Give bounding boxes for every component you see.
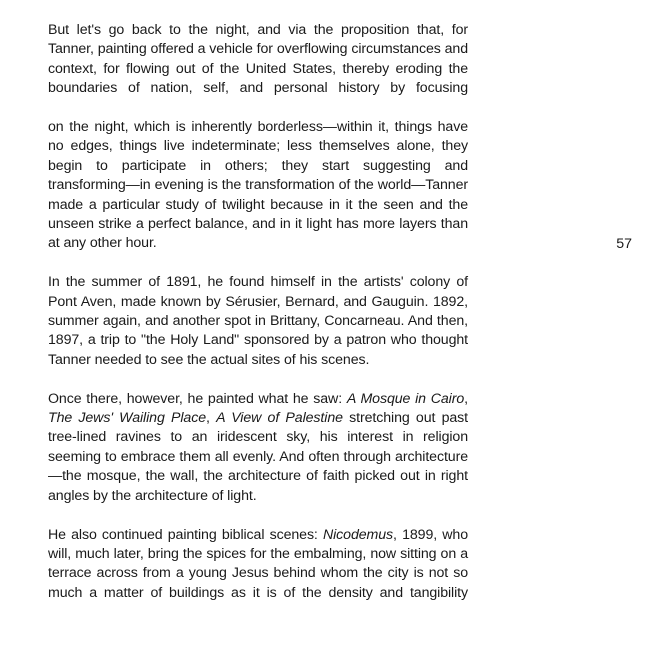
page-number: 57 (616, 236, 632, 252)
paragraph-5-rest: , 1899, who will, much later, bring the spices for the embalming, now sitting on a terrace across from a young Jesus behind whom the city is not so much a matter of buildings as it is of the density and tangibility (48, 526, 468, 601)
artwork-title-mosque-in-cairo: A Mosque in Cairo (346, 390, 465, 407)
paragraph-4 (48, 390, 468, 506)
text-column (48, 21, 468, 603)
separator: , (206, 410, 217, 427)
paragraph-5-lead: He also continued painting biblical scenes: (48, 526, 323, 543)
artwork-title-jews-wailing-place: The Jews' Wailing Place (48, 410, 206, 427)
paragraph-1: But let's go back to the night, and via the proposition that, for Tanner, painting offered a vehicle for overflowing circumstances and context, for flowing out of the United States, thereby eroding the boundaries of nation, self, and personal history by focusing (48, 22, 468, 97)
paragraph-4-rest: stretching out past tree-lined ravines to an iridescent sky, his interest in religion seeming to embrace them all evenly. And often through architecture—the mosque, the wall, the architecture of faith picked out in right angles by the architecture of light. (48, 410, 469, 504)
paragraph-2: on the night, which is inherently borderless—within it, things have no edges, things live indeterminate; less themselves alone, they begin to participate in others; they start suggesting and transforming—in evening is the transformation of the world—Tanner made a particular study of twilight because in it the seen and the unseen strike a perfect balance, and in it light has more layers than at any other hour. (48, 119, 468, 252)
artwork-title-nicodemus: Nicodemus (322, 526, 394, 543)
separator: , (464, 390, 468, 407)
artwork-title-view-of-palestine: A View of Palestine (216, 410, 343, 427)
paragraph-4-lead: Once there, however, he painted what he saw: (48, 390, 347, 407)
paragraph-3: In the summer of 1891, he found himself in the artists' colony of Pont Aven, made known by Sérusier, Bernard, and Gauguin. 1892, summer again, and another spot in Brittany, Concarneau. And then, 1897, a trip to "the Holy Land" sponsored by a patron who thought Tanner needed to see the actual sites of his scenes. (48, 274, 468, 368)
paragraph-5 (48, 526, 468, 604)
